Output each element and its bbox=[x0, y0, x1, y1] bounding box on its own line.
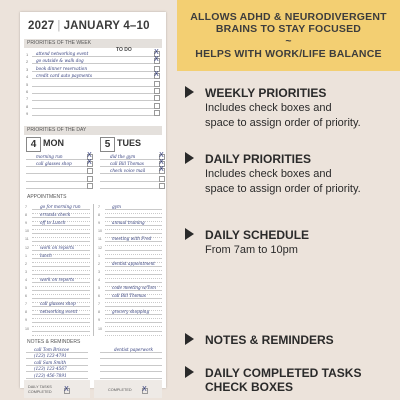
half-hour-line bbox=[105, 335, 162, 336]
write-line bbox=[32, 258, 90, 259]
write-line bbox=[105, 225, 162, 226]
priority-checkbox bbox=[154, 103, 160, 109]
write-line bbox=[32, 86, 156, 87]
hour-label-mon: 9 bbox=[25, 221, 27, 226]
check-x-mark: X bbox=[159, 158, 164, 167]
line-number: 8 bbox=[26, 103, 29, 109]
hour-label-mon: 10 bbox=[25, 229, 29, 234]
arrow-right-icon bbox=[185, 152, 194, 164]
priority-checkbox bbox=[154, 88, 160, 94]
planner-page bbox=[20, 12, 166, 394]
hour-label-mon: 7 bbox=[25, 302, 27, 307]
feature-title: WEEKLY PRIORITIES bbox=[205, 86, 327, 100]
write-line bbox=[26, 159, 88, 160]
write-line bbox=[32, 217, 90, 218]
write-line bbox=[100, 378, 162, 379]
half-hour-line bbox=[32, 294, 90, 295]
line-number: 1 bbox=[26, 52, 29, 57]
write-line bbox=[100, 365, 162, 366]
daily-tasks-completed-box bbox=[24, 380, 90, 398]
day2-priority-text: did the gym bbox=[110, 154, 136, 159]
write-line bbox=[32, 314, 90, 315]
write-line bbox=[105, 266, 162, 267]
todo-label: TO DO bbox=[116, 47, 132, 53]
hour-label-tue: 2 bbox=[98, 261, 100, 266]
completed-label-2: COMPLETED bbox=[108, 388, 132, 392]
hour-label-mon: 7 bbox=[25, 205, 27, 209]
write-line bbox=[32, 298, 90, 299]
tue-appointment: meeting with Fred bbox=[112, 236, 152, 242]
mon-appointment: networking event bbox=[40, 309, 78, 315]
half-hour-line bbox=[32, 335, 90, 336]
write-line bbox=[32, 63, 156, 64]
note-left-text: (123) 123-4791 bbox=[34, 353, 67, 359]
note-left-text: call Tom Briscoe bbox=[34, 347, 70, 352]
hour-label-tue: 10 bbox=[98, 326, 102, 331]
write-line bbox=[32, 322, 90, 323]
day1-name: MON bbox=[43, 138, 64, 148]
hour-label-mon: 4 bbox=[25, 277, 27, 282]
priority-checkbox bbox=[154, 110, 160, 116]
priority-checkbox bbox=[87, 183, 93, 189]
write-line bbox=[32, 56, 156, 57]
check-x-mark: X bbox=[154, 48, 159, 56]
hour-label-tue: 4 bbox=[98, 277, 100, 282]
hour-label-mon: 10 bbox=[25, 326, 29, 331]
feature-desc-2: space to assign order of priority. bbox=[205, 117, 361, 129]
half-hour-line bbox=[105, 229, 162, 230]
arrow-right-icon bbox=[185, 86, 194, 98]
day2-number: 5 bbox=[100, 137, 115, 152]
write-line bbox=[32, 115, 156, 116]
mon-appointment: lunch bbox=[40, 252, 52, 258]
day2-priority-text: call Bill Thomas bbox=[110, 161, 144, 167]
half-hour-line bbox=[32, 286, 90, 287]
hour-label-tue: 5 bbox=[98, 286, 100, 290]
write-line bbox=[100, 181, 162, 182]
priority-checkbox bbox=[159, 183, 165, 189]
arrow-right-icon bbox=[185, 333, 194, 345]
half-hour-line bbox=[32, 262, 90, 263]
day2-name: TUES bbox=[117, 138, 142, 148]
arrow-right-icon bbox=[185, 228, 194, 240]
weekly-item-text: go outside & walk dog bbox=[36, 58, 84, 64]
mon-appointment: off to Lunch bbox=[40, 220, 66, 226]
write-line bbox=[100, 358, 162, 359]
write-line bbox=[32, 290, 90, 291]
mon-appointment: work on reports bbox=[40, 276, 75, 282]
day1-priority-text: call glasses shop bbox=[36, 161, 72, 167]
write-line bbox=[26, 166, 88, 167]
banner-line-2: BRAINS TO STAY FOCUSED bbox=[215, 23, 362, 35]
check-x-mark: X bbox=[159, 165, 164, 174]
hour-label-tue: 9 bbox=[98, 221, 100, 226]
priority-checkbox bbox=[154, 95, 160, 101]
hour-label-tue: 7 bbox=[98, 205, 100, 209]
line-number: 9 bbox=[26, 111, 29, 117]
day1-priority-text: morning run bbox=[36, 154, 63, 159]
hour-label-mon: 12 bbox=[25, 245, 29, 250]
write-line bbox=[100, 188, 162, 189]
tue-appointment: code meeting w/Tom bbox=[112, 285, 156, 290]
half-hour-line bbox=[32, 270, 90, 271]
write-line bbox=[100, 166, 162, 167]
hour-label-tue: 7 bbox=[98, 302, 100, 307]
hour-label-mon: 2 bbox=[25, 261, 27, 266]
notes-header: NOTES & REMINDERS bbox=[24, 338, 162, 347]
write-line bbox=[32, 306, 90, 307]
hour-label-tue: 1 bbox=[98, 253, 100, 258]
banner-line-1: ALLOWS ADHD & NEURODIVERGENT bbox=[190, 11, 387, 23]
write-line bbox=[105, 209, 162, 210]
day2-priority-text: check voice mail bbox=[110, 168, 146, 174]
hour-label-mon: 3 bbox=[25, 269, 27, 274]
write-line bbox=[105, 298, 162, 299]
hour-label-mon: 5 bbox=[25, 286, 27, 290]
hour-label-tue: 12 bbox=[98, 245, 102, 250]
feature-title: NOTES & REMINDERS bbox=[205, 333, 334, 347]
half-hour-line bbox=[105, 213, 162, 214]
write-line bbox=[32, 250, 90, 251]
mon-appointment: call glasses shop bbox=[40, 301, 76, 307]
write-line bbox=[32, 233, 90, 234]
write-line bbox=[32, 100, 156, 101]
half-hour-line bbox=[105, 326, 162, 327]
hour-label-mon: 8 bbox=[25, 213, 27, 218]
check-x-mark: X bbox=[154, 55, 159, 64]
hour-label-tue: 10 bbox=[98, 229, 102, 234]
write-line bbox=[32, 71, 156, 72]
appointments-header: APPOINTMENTS bbox=[24, 193, 162, 202]
banner-tilde: ~ bbox=[285, 35, 292, 47]
write-line bbox=[105, 217, 162, 218]
line-number: 5 bbox=[26, 81, 29, 87]
half-hour-line bbox=[32, 237, 90, 238]
weekly-priorities-header: PRIORITIES OF THE WEEK bbox=[24, 39, 162, 48]
write-line bbox=[105, 282, 162, 283]
hour-label-mon: 1 bbox=[25, 253, 27, 258]
hour-label-mon: 9 bbox=[25, 318, 27, 323]
line-number: 3 bbox=[26, 66, 29, 72]
note-left-text: (123) 123-4567 bbox=[34, 366, 67, 372]
check-x-mark: X bbox=[87, 158, 92, 167]
half-hour-line bbox=[105, 302, 162, 303]
half-hour-line bbox=[32, 318, 90, 319]
write-line bbox=[32, 108, 156, 109]
planner-week: JANUARY 4–10 bbox=[63, 20, 150, 32]
write-line bbox=[105, 258, 162, 259]
hour-label-tue: 6 bbox=[98, 294, 100, 299]
weekly-item-text: credit card auto payments bbox=[36, 73, 92, 79]
half-hour-line bbox=[105, 278, 162, 279]
day-column-divider bbox=[93, 204, 94, 336]
write-line bbox=[105, 241, 162, 242]
daily-tasks-completed-label: DAILY TASKS COMPLETED bbox=[28, 385, 52, 394]
feature-desc-1: Includes check boxes and bbox=[205, 168, 332, 180]
half-hour-line bbox=[105, 254, 162, 255]
note-left-text: (123) 456-7891 bbox=[34, 372, 67, 378]
tue-appointment: call Bill Thomas bbox=[112, 293, 146, 299]
priority-checkbox bbox=[159, 176, 165, 182]
write-line bbox=[32, 282, 90, 283]
feature-desc-1: From 7am to 10pm bbox=[205, 244, 298, 256]
hour-label-mon: 8 bbox=[25, 310, 27, 315]
write-line bbox=[32, 274, 90, 275]
tue-appointment: gym bbox=[112, 204, 122, 209]
half-hour-line bbox=[32, 326, 90, 327]
feature-title: DAILY PRIORITIES bbox=[205, 152, 312, 166]
write-line bbox=[100, 371, 162, 372]
write-line bbox=[105, 322, 162, 323]
mon-appointment: work on reports bbox=[40, 244, 75, 250]
feature-title-line-2: CHECK BOXES bbox=[205, 380, 294, 394]
feature-title: DAILY COMPLETED TASKS bbox=[205, 366, 362, 380]
line-number: 7 bbox=[26, 96, 29, 102]
hour-label-tue: 8 bbox=[98, 310, 100, 315]
write-line bbox=[26, 188, 88, 189]
check-x-mark: X bbox=[154, 70, 159, 79]
completed-x-mark: X bbox=[64, 385, 69, 393]
write-line bbox=[105, 331, 162, 332]
mon-appointment: go for morning run bbox=[40, 204, 81, 209]
banner-line-3: HELPS WITH WORK/LIFE BALANCE bbox=[195, 48, 382, 60]
hour-label-mon: 6 bbox=[25, 294, 27, 299]
line-number: 2 bbox=[26, 59, 29, 65]
completed-footer bbox=[24, 380, 162, 400]
arrow-right-icon bbox=[185, 366, 194, 378]
write-line bbox=[32, 78, 156, 79]
hour-label-tue: 8 bbox=[98, 213, 100, 218]
write-line bbox=[32, 266, 90, 267]
half-hour-line bbox=[105, 318, 162, 319]
hour-label-tue: 9 bbox=[98, 318, 100, 323]
write-line bbox=[105, 233, 162, 234]
completed-x-mark-2: X bbox=[142, 385, 147, 393]
check-x-mark: X bbox=[159, 151, 164, 159]
write-line bbox=[26, 181, 88, 182]
half-hour-line bbox=[105, 245, 162, 246]
tue-appointment: grocery shopping bbox=[112, 309, 150, 315]
mon-appointment: errands check bbox=[40, 212, 71, 218]
priority-checkbox bbox=[154, 81, 160, 87]
half-hour-line bbox=[32, 229, 90, 230]
tue-appointment: dentist appointment bbox=[112, 260, 155, 266]
write-line bbox=[32, 241, 90, 242]
planner-year: 2027 bbox=[28, 20, 55, 32]
write-line bbox=[32, 331, 90, 332]
weekly-item-text: book dinner reservation bbox=[36, 65, 88, 71]
priority-checkbox bbox=[87, 168, 93, 174]
feature-desc-2: space to assign order of priority. bbox=[205, 183, 361, 195]
line-number: 6 bbox=[26, 89, 29, 94]
hour-label-tue: 11 bbox=[98, 237, 102, 242]
write-line bbox=[105, 290, 162, 291]
note-right-text: dentist paperwork bbox=[114, 347, 154, 352]
half-hour-line bbox=[105, 270, 162, 271]
write-line bbox=[26, 378, 88, 379]
note-left-text: call Sam Smith bbox=[34, 359, 67, 365]
write-line bbox=[32, 93, 156, 94]
feature-title: DAILY SCHEDULE bbox=[205, 228, 310, 242]
write-line bbox=[105, 314, 162, 315]
feature-desc-1: Includes check boxes and bbox=[205, 102, 332, 114]
completed-box-2 bbox=[94, 380, 162, 398]
write-line bbox=[105, 306, 162, 307]
benefit-banner bbox=[177, 0, 400, 71]
write-line bbox=[105, 250, 162, 251]
write-line bbox=[100, 159, 162, 160]
daily-priorities-header: PRIORITIES OF THE DAY bbox=[24, 126, 162, 135]
priority-checkbox bbox=[87, 176, 93, 182]
line-number: 4 bbox=[26, 74, 29, 80]
day1-number: 4 bbox=[26, 137, 41, 152]
write-line bbox=[105, 274, 162, 275]
write-line bbox=[32, 209, 90, 210]
write-line bbox=[26, 173, 88, 174]
hour-label-mon: 11 bbox=[25, 237, 29, 242]
tue-appointment: annual training bbox=[112, 220, 145, 226]
check-x-mark: X bbox=[87, 151, 92, 159]
hour-label-tue: 3 bbox=[98, 269, 100, 274]
write-line bbox=[100, 173, 162, 174]
write-line bbox=[100, 352, 162, 353]
write-line bbox=[32, 225, 90, 226]
planner-date-header: 2027 | JANUARY 4–10 bbox=[28, 20, 150, 32]
weekly-item-text: attend networking event bbox=[36, 51, 89, 56]
